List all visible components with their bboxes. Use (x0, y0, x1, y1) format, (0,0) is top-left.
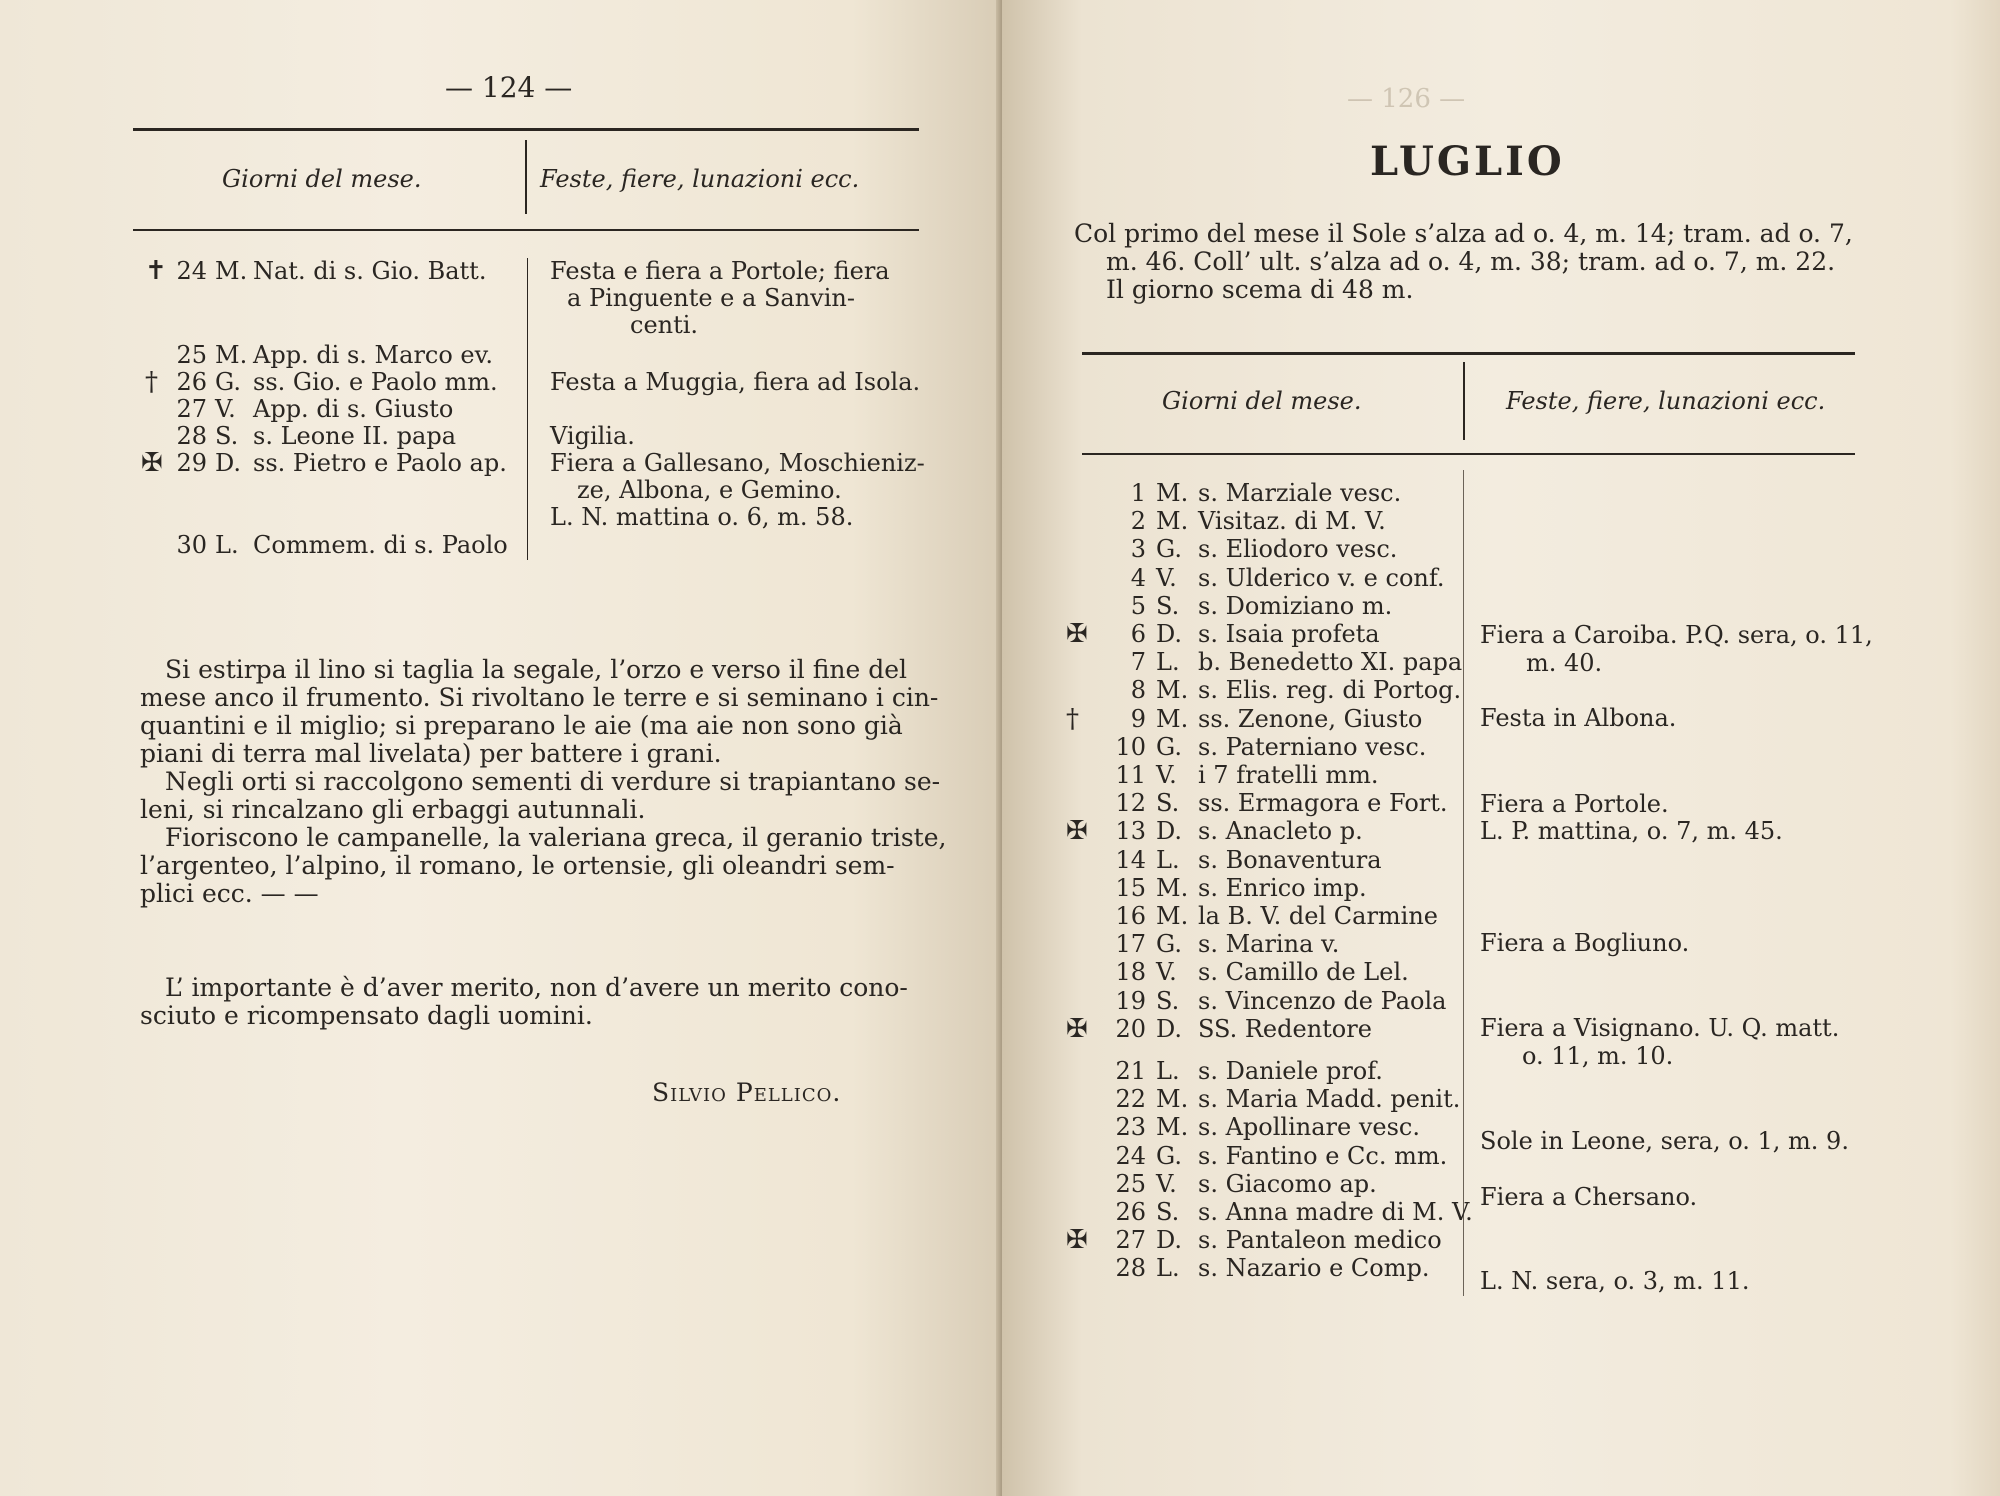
right-day-row (1062, 1058, 1462, 1085)
weekday: G. (1156, 930, 1182, 959)
saint-name: s. Pantaleon medico (1198, 1226, 1442, 1255)
left-event-line: a Pinguente e a Sanvin- (567, 284, 855, 312)
right-day-row (1062, 536, 1462, 563)
right-event-line: m. 40. (1526, 649, 1603, 677)
left-paragraph-line: Fioriscono le campanelle, la valeriana greca, il geranio triste, (165, 823, 947, 852)
day-number: 25 (1115, 1169, 1146, 1198)
saint-name: s. Anacleto p. (1198, 817, 1363, 846)
day-number: 23 (1115, 1113, 1146, 1142)
saint-name: s. Leone II. papa (253, 422, 457, 450)
left-header-events: Feste, fiere, lunazioni ecc. (540, 165, 860, 193)
weekday: V. (215, 395, 236, 423)
weekday: M. (1156, 873, 1189, 902)
day-number: 17 (1115, 930, 1146, 959)
right-day-row (1062, 818, 1462, 845)
right-page-number: — 126 — (1347, 84, 1466, 114)
weekday: L. (1156, 1057, 1180, 1085)
saint-name: s. Nazario e Comp. (1198, 1254, 1430, 1283)
right-day-row (1062, 565, 1462, 592)
left-header-rule (133, 229, 919, 231)
saint-name: App. di s. Marco ev. (253, 341, 493, 369)
saint-name: s. Giacomo ap. (1198, 1169, 1377, 1198)
weekday: V. (1156, 563, 1177, 592)
cross-icon: ✝ (145, 256, 167, 286)
left-event-line: Vigilia. (550, 422, 635, 450)
left-paragraph-line: Si estirpa il lino si taglia la segale, l’orzo e verso il fine del (165, 655, 908, 684)
day-number: 2 (1130, 507, 1146, 536)
left-event-line: Festa e fiera a Portole; fiera (550, 257, 890, 285)
left-event-line: centi. (630, 311, 699, 339)
right-event-line: Fiera a Caroiba. P.Q. sera, o. 11, (1480, 621, 1873, 649)
left-day-row (145, 258, 520, 285)
saint-name: Nat. di s. Gio. Batt. (253, 257, 487, 285)
right-day-row (1062, 621, 1462, 648)
weekday: M. (1156, 704, 1189, 733)
day-number: 1 (1130, 479, 1146, 507)
cross-icon: † (1066, 703, 1079, 734)
left-event-line: ze, Albona, e Gemino. (577, 476, 842, 504)
cross-icon: † (145, 367, 158, 397)
left-page-number: — 124 — (445, 71, 573, 104)
left-top-rule (133, 128, 919, 131)
saint-name: Visitaz. di M. V. (1198, 507, 1386, 536)
left-paragraph-line: plici ecc. — — (140, 879, 319, 908)
day-number: 22 (1115, 1085, 1146, 1114)
right-day-row (1062, 1143, 1462, 1170)
right-day-row (1062, 593, 1462, 620)
left-paragraph-line: piani di terra mal livelata) per battere i grani. (140, 739, 722, 768)
weekday: G. (215, 368, 241, 396)
day-number: 25 (176, 341, 207, 369)
weekday: L. (215, 531, 239, 559)
maltese-cross-icon: ✠ (1066, 816, 1088, 847)
right-day-row (1062, 649, 1462, 676)
saint-name: ss. Pietro e Paolo ap. (253, 449, 507, 477)
right-event-line: Fiera a Chersano. (1480, 1183, 1698, 1211)
left-paragraph-line: mese anco il frumento. Si rivoltano le terre e si seminano i cin- (140, 683, 939, 712)
weekday: S. (1156, 789, 1180, 818)
month-title: LUGLIO (1370, 138, 1565, 185)
day-number: 3 (1130, 535, 1146, 564)
weekday: S. (1156, 1198, 1180, 1226)
weekday: M. (1156, 1113, 1189, 1142)
saint-name: s. Camillo de Lel. (1198, 958, 1409, 987)
day-number: 14 (1115, 845, 1146, 874)
day-number: 15 (1115, 873, 1146, 902)
day-number: 4 (1130, 563, 1146, 592)
weekday: S. (1156, 986, 1180, 1015)
saint-name: s. Elis. reg. di Portog. (1198, 676, 1462, 705)
left-paragraph-line: l’argenteo, l’alpino, il romano, le ortensie, gli oleandri sem- (140, 851, 895, 880)
right-day-row (1062, 1198, 1473, 1226)
right-event-line: o. 11, m. 10. (1522, 1042, 1674, 1070)
left-header-divider (525, 140, 527, 214)
right-header-rule (1082, 453, 1855, 455)
weekday: M. (1156, 507, 1189, 536)
right-event-line: Fiera a Portole. (1480, 790, 1669, 818)
right-day-row (1062, 1013, 1462, 1044)
weekday: M. (1156, 479, 1189, 507)
day-number: 26 (1115, 1198, 1146, 1226)
left-event-line: Fiera a Gallesano, Moschieniz- (550, 449, 925, 477)
intro-line: Il giorno scema di 48 m. (1106, 275, 1414, 304)
right-event-line: L. P. mattina, o. 7, m. 45. (1480, 817, 1783, 845)
weekday: M. (1156, 1085, 1189, 1114)
saint-name: ss. Zenone, Giusto (1198, 704, 1423, 733)
weekday: L. (1156, 845, 1180, 874)
saint-name: s. Marina v. (1198, 930, 1340, 959)
maltese-cross-icon: ✠ (1066, 1225, 1088, 1256)
left-event-line: Festa a Muggia, fiera ad Isola. (550, 368, 921, 396)
left-header-days: Giorni del mese. (222, 165, 422, 193)
saint-name: s. Enrico imp. (1198, 873, 1367, 902)
weekday: M. (1156, 676, 1189, 705)
right-day-row (1062, 1114, 1462, 1141)
saint-name: Commem. di s. Paolo (253, 531, 508, 559)
day-number: 20 (1115, 1014, 1146, 1043)
day-number: 29 (176, 449, 207, 477)
day-number: 13 (1115, 817, 1146, 846)
day-number: 5 (1130, 591, 1146, 620)
saint-name: ss. Gio. e Paolo mm. (253, 368, 498, 396)
right-event-line: Fiera a Visignano. U. Q. matt. (1480, 1014, 1840, 1042)
day-number: 8 (1130, 676, 1146, 705)
right-day-row (1062, 703, 1462, 734)
weekday: M. (215, 341, 248, 369)
right-day-row (1062, 762, 1462, 789)
weekday: D. (1156, 1226, 1183, 1255)
day-number: 28 (176, 422, 207, 450)
right-day-row (1062, 988, 1462, 1015)
right-page (1002, 0, 2000, 1496)
weekday: G. (1156, 1141, 1182, 1170)
left-day-row (141, 448, 520, 478)
right-day-row (1062, 903, 1462, 930)
weekday: L. (1156, 1254, 1180, 1283)
left-paragraph-line: quantini e il miglio; si preparano le aie (ma aie non sono già (140, 711, 903, 740)
day-number: 16 (1115, 902, 1146, 930)
day-number: 19 (1115, 986, 1146, 1015)
right-day-row (1062, 1255, 1462, 1282)
saint-name: s. Bonaventura (1198, 845, 1382, 874)
left-paragraph-line: leni, si rincalzano gli erbaggi autunnali. (140, 795, 646, 824)
day-number: 6 (1130, 620, 1146, 648)
saint-name: s. Marziale vesc. (1198, 479, 1402, 507)
weekday: G. (1156, 732, 1182, 761)
weekday: M. (1156, 902, 1189, 930)
weekday: S. (1156, 591, 1180, 620)
right-event-line: Sole in Leone, sera, o. 1, m. 9. (1480, 1127, 1849, 1155)
saint-name: SS. Redentore (1198, 1014, 1372, 1043)
day-number: 12 (1115, 789, 1146, 818)
intro-line: Col primo del mese il Sole s’alza ad o. 4, m. 14; tram. ad o. 7, (1074, 219, 1853, 248)
left-day-row (145, 423, 520, 450)
day-number: 27 (1115, 1226, 1146, 1255)
saint-name: b. Benedetto XI. papa (1198, 648, 1463, 677)
right-event-line: Fiera a Bogliuno. (1480, 929, 1690, 957)
saint-name: s. Ulderico v. e conf. (1198, 563, 1445, 592)
saint-name: i 7 fratelli mm. (1198, 761, 1379, 789)
weekday: L. (1156, 648, 1180, 677)
right-event-line: L. N. sera, o. 3, m. 11. (1480, 1267, 1750, 1295)
saint-name: ss. Ermagora e Fort. (1198, 789, 1448, 818)
saint-name: s. Fantino e Cc. mm. (1198, 1141, 1448, 1170)
saint-name: s. Maria Madd. penit. (1198, 1085, 1461, 1114)
weekday: M. (215, 257, 248, 285)
right-event-line: Festa in Albona. (1480, 704, 1677, 732)
left-quote-line: sciuto e ricompensato dagli uomini. (140, 1001, 593, 1030)
day-number: 26 (176, 368, 207, 396)
left-day-row (145, 369, 520, 396)
day-number: 11 (1115, 761, 1146, 789)
weekday: G. (1156, 535, 1182, 564)
maltese-cross-icon: ✠ (1066, 1013, 1088, 1044)
saint-name: la B. V. del Carmine (1198, 902, 1439, 930)
right-day-row (1062, 1086, 1462, 1113)
right-header-days: Giorni del mese. (1162, 387, 1362, 415)
saint-name: s. Domiziano m. (1198, 591, 1393, 620)
right-day-row (1062, 847, 1462, 874)
left-day-row (145, 342, 520, 369)
right-day-row (1062, 1171, 1462, 1198)
saint-name: s. Isaia profeta (1198, 620, 1380, 648)
weekday: D. (215, 449, 242, 477)
maltese-cross-icon: ✠ (141, 448, 163, 478)
weekday: V. (1156, 958, 1177, 987)
day-number: 24 (176, 257, 207, 285)
day-number: 30 (176, 531, 207, 559)
right-day-row (1062, 1227, 1462, 1254)
right-day-row (1062, 734, 1462, 761)
weekday: D. (1156, 620, 1183, 648)
right-header-events: Feste, fiere, lunazioni ecc. (1506, 387, 1826, 415)
day-number: 21 (1115, 1057, 1146, 1085)
saint-name: s. Apollinare vesc. (1198, 1113, 1420, 1142)
saint-name: s. Eliodoro vesc. (1198, 535, 1398, 564)
saint-name: s. Paterniano vesc. (1198, 732, 1427, 761)
intro-line: m. 46. Coll’ ult. s’alza ad o. 4, m. 38; tram. ad o. 7, m. 22. (1106, 247, 1836, 276)
right-header-divider (1463, 362, 1465, 440)
weekday: V. (1156, 1169, 1177, 1198)
left-paragraph-line: Negli orti si raccolgono sementi di verdure si trapiantano se- (165, 767, 941, 796)
saint-name: s. Daniele prof. (1198, 1057, 1383, 1085)
right-day-row (1062, 875, 1462, 902)
right-day-row (1062, 480, 1462, 507)
day-number: 24 (1115, 1141, 1146, 1170)
weekday: D. (1156, 1014, 1183, 1043)
left-quote-line: L’ importante è d’aver merito, non d’avere un merito cono- (165, 973, 908, 1002)
day-number: 10 (1115, 732, 1146, 761)
saint-name: s. Anna madre di M. V. (1198, 1198, 1473, 1226)
left-day-row (145, 396, 520, 423)
day-number: 7 (1130, 648, 1146, 677)
weekday: S. (215, 422, 239, 450)
saint-name: App. di s. Giusto (253, 395, 454, 423)
left-day-row (145, 532, 520, 559)
left-column-divider (527, 258, 528, 560)
signature: Silvio Pellico. (652, 1078, 842, 1107)
right-day-row (1062, 508, 1462, 535)
right-day-row (1062, 677, 1462, 704)
left-event-line: L. N. mattina o. 6, m. 58. (550, 503, 854, 531)
day-number: 28 (1115, 1254, 1146, 1283)
maltese-cross-icon: ✠ (1066, 619, 1088, 649)
right-day-row (1062, 959, 1462, 986)
right-day-row (1062, 931, 1462, 958)
right-top-rule (1082, 352, 1855, 355)
day-number: 18 (1115, 958, 1146, 987)
weekday: V. (1156, 761, 1177, 789)
weekday: D. (1156, 817, 1183, 846)
right-day-row (1062, 790, 1462, 817)
saint-name: s. Vincenzo de Paola (1198, 986, 1447, 1015)
right-column-divider (1463, 470, 1464, 1296)
day-number: 9 (1130, 704, 1146, 733)
day-number: 27 (176, 395, 207, 423)
